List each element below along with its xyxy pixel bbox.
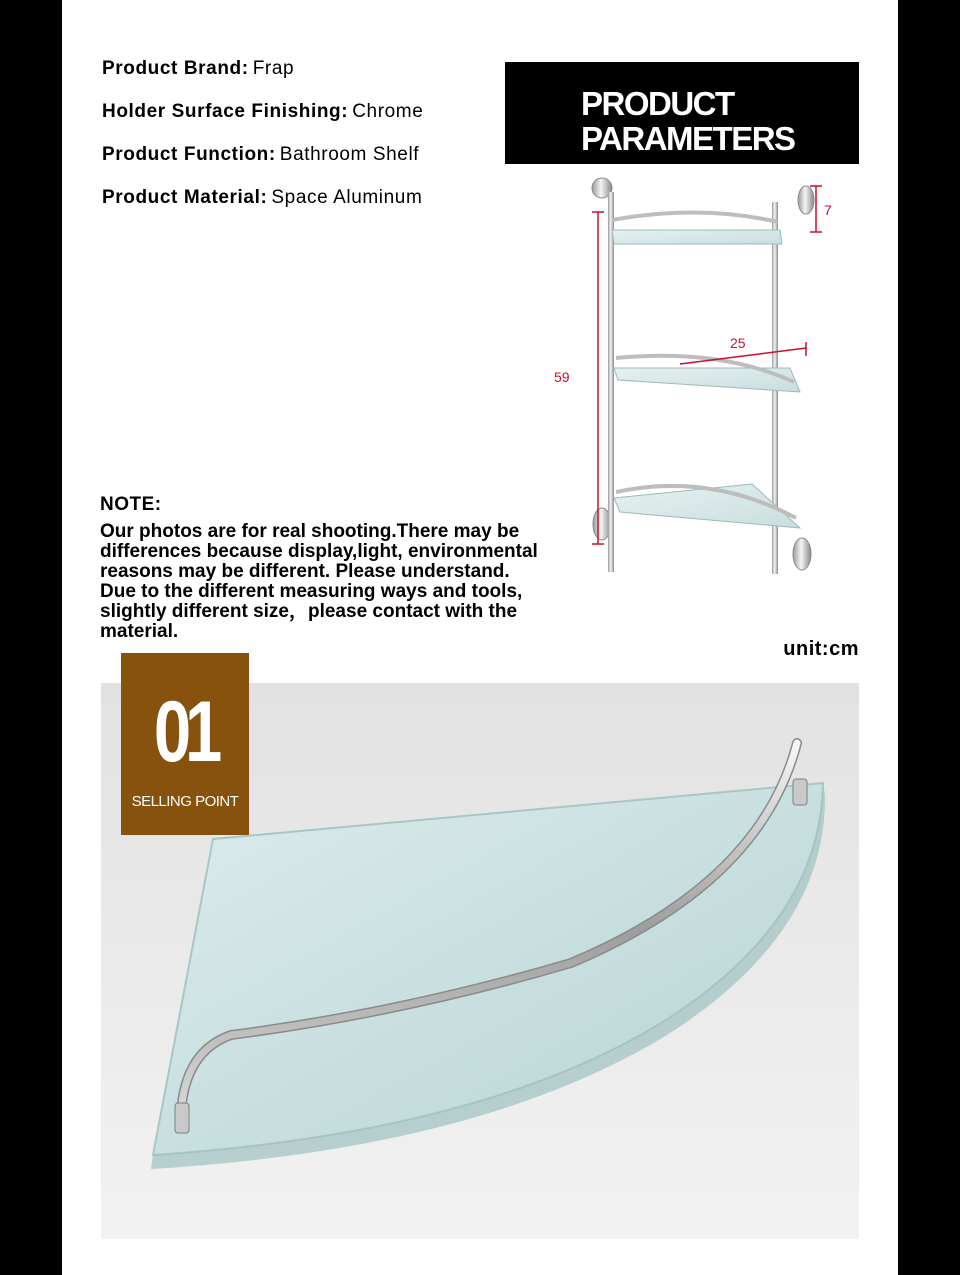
note-line: slightly different size，please contact with the [100,601,518,622]
note-line: reasons may be different. Please understand. [100,561,510,582]
note-line: differences because display,light, environmental [100,541,538,562]
selling-point-badge [121,653,249,835]
spec-key: Holder Surface Finishing: [102,101,349,122]
note-line: material. [100,621,179,642]
spec-brand [102,58,423,101]
note-section [100,494,580,642]
unit-label: unit:cm [783,638,859,660]
spec-material [102,187,423,230]
spec-value: Space Aluminum [271,187,423,208]
rail-post [175,1103,189,1133]
height-dimension-label: 59 [554,369,570,385]
width-dimension-label: 25 [730,335,746,351]
note-line: Due to the different measuring ways and tools, [100,581,523,602]
banner-line: PRODUCT [581,85,734,122]
badge-number: 01 [153,684,217,780]
wall-mount-icon [793,538,811,570]
product-detail-page [62,0,898,1275]
note-title: NOTE: [100,494,162,515]
shelf-pole [608,192,614,572]
spec-key: Product Brand: [102,58,249,79]
note-line: Our photos are for real shooting.There may be [100,521,520,542]
product-parameters-banner [505,62,859,164]
rail-post [793,779,807,805]
shelf-product-image [554,172,870,592]
shelf-rail [612,212,778,222]
glass-shelf [612,230,782,244]
spec-value: Frap [252,58,295,79]
spec-finishing [102,101,423,144]
spec-key: Product Function: [102,144,276,165]
badge-label: SELLING POINT [131,793,239,810]
spec-value: Bathroom Shelf [279,144,420,165]
spec-value: Chrome [352,101,424,122]
bracket-dimension-label: 7 [824,202,832,218]
spec-function [102,144,423,187]
banner-line: PARAMETERS [581,120,795,157]
spec-list [102,58,423,230]
spec-key: Product Material: [102,187,268,208]
wall-mount-icon [798,186,814,214]
